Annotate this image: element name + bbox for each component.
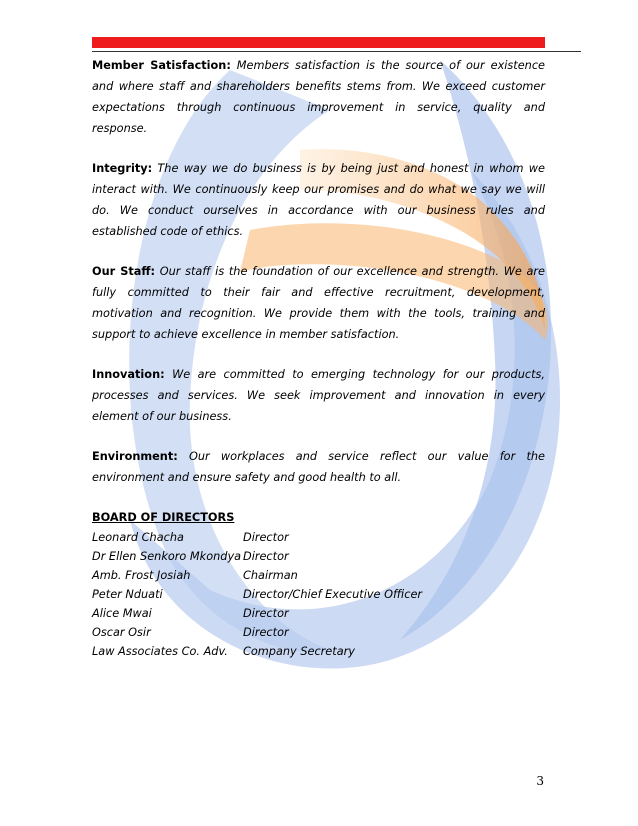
board-member-row bbox=[92, 642, 545, 661]
paragraph-environment bbox=[92, 446, 545, 488]
paragraph-text: We are committed to emerging technology for our products, processes and services. We seek improvement and innovation in every element of our business. bbox=[92, 368, 545, 423]
member-name: Law Associates Co. Adv. bbox=[92, 645, 228, 658]
paragraph-text: Members satisfaction is the source of our existence and where staff and shareholders benefits stems from. We exceed customer expectations through continuous improvement in service, quality and response. bbox=[92, 59, 545, 135]
board-member-row bbox=[92, 604, 545, 623]
member-name: Peter Nduati bbox=[92, 588, 163, 601]
member-name: Oscar Osir bbox=[92, 626, 151, 639]
paragraph-innovation bbox=[92, 364, 545, 427]
paragraph-text: The way we do business is by being just and honest in whom we interact with. We continuously keep our promises and do what we say we will do. We conduct ourselves in accordance with our business rules and established code of ethics. bbox=[92, 162, 546, 238]
paragraph-label: Integrity: bbox=[92, 162, 153, 175]
board-member-row bbox=[92, 547, 545, 566]
board-of-directors-heading: BOARD OF DIRECTORS bbox=[92, 511, 235, 524]
board-member-row bbox=[92, 566, 545, 585]
member-role: Director bbox=[243, 550, 289, 563]
board-member-row bbox=[92, 585, 545, 604]
paragraph-label: Environment: bbox=[92, 450, 178, 463]
paragraph-label: Innovation: bbox=[92, 368, 165, 381]
board-member-row bbox=[92, 623, 545, 642]
paragraph-text: Our staff is the foundation of our excellence and strength. We are fully committed to their fair and effective recruitment, development, motivation and recognition. We provide them with the tools, training and support to achieve excellence in member satisfaction. bbox=[92, 265, 546, 341]
member-role: Director bbox=[243, 607, 289, 620]
member-name: Leonard Chacha bbox=[92, 531, 184, 544]
member-role: Director bbox=[243, 531, 289, 544]
paragraph-label: Member Satisfaction: bbox=[92, 59, 231, 72]
paragraph-integrity bbox=[92, 158, 545, 242]
member-role: Chairman bbox=[243, 569, 298, 582]
member-role: Company Secretary bbox=[243, 645, 355, 658]
header-red-bar bbox=[92, 37, 545, 48]
paragraph-label: Our Staff: bbox=[92, 265, 156, 278]
page-number: 3 bbox=[536, 774, 544, 788]
paragraph-text: Our workplaces and service reflect our value for the environment and ensure safety and good health to all. bbox=[92, 450, 545, 484]
paragraph-member-satisfaction bbox=[92, 55, 545, 139]
member-role: Director bbox=[243, 626, 289, 639]
board-member-row bbox=[92, 528, 545, 547]
member-name: Amb. Frost Josiah bbox=[92, 569, 191, 582]
member-name: Alice Mwai bbox=[92, 607, 152, 620]
paragraph-our-staff bbox=[92, 261, 545, 345]
header-rule-line bbox=[92, 51, 581, 52]
board-members-list bbox=[92, 528, 545, 661]
member-name: Dr Ellen Senkoro Mkondya bbox=[92, 550, 242, 563]
member-role: Director/Chief Executive Officer bbox=[243, 588, 423, 601]
document-body bbox=[92, 55, 545, 661]
